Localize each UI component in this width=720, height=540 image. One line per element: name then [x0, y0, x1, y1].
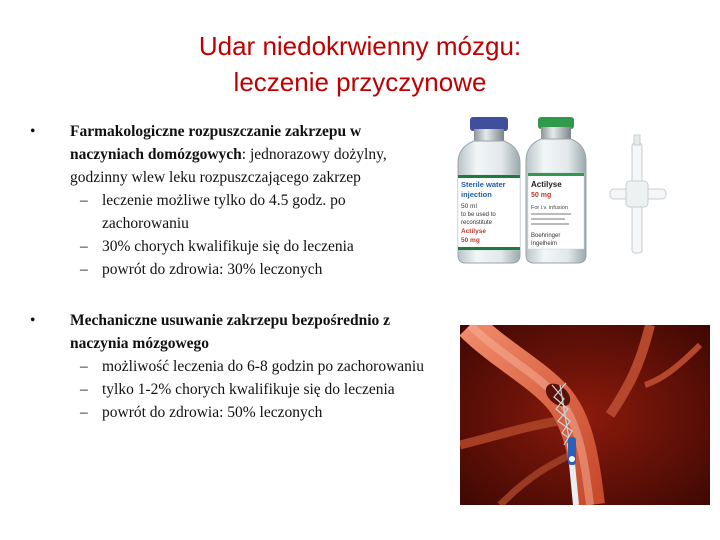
bullet-text: : jednorazowy dożylny, godzinny wlew leku rozpuszczającego zakrzep — [70, 146, 387, 186]
sub-item-text: powrót do zdrowia: 50% leczonych — [102, 404, 323, 421]
sub-item — [70, 401, 430, 424]
vial-label-text: For i.v. infusion — [531, 205, 568, 211]
bullet-heading: Mechaniczne usuwanie zakrzepu bezpośrednio z naczynia mózgowego — [70, 312, 391, 352]
dash: – — [80, 404, 88, 421]
vial-label-text: Ingelheim — [531, 241, 558, 247]
vial-label-text: Sterile water — [461, 180, 506, 189]
vial-label-text: to be used to — [461, 212, 496, 218]
bullet-item-thrombolysis — [30, 120, 430, 281]
dash: – — [80, 192, 88, 209]
vial-label-text: Actilyse — [461, 228, 486, 235]
sub-item — [70, 355, 430, 378]
actilyse-vial — [526, 117, 586, 263]
sub-item-text: powrót do zdrowia: 30% leczonych — [102, 261, 323, 278]
bullet-heading: Farmakologiczne rozpuszczanie zakrzepu w naczyniach domózgowych — [70, 123, 362, 163]
sub-item-text: tylko 1-2% chorych kwalifikuje się do leczenia — [102, 381, 395, 398]
vial-label-text: 50 ml — [461, 203, 477, 210]
bullet-dot: • — [30, 312, 36, 329]
title-line-2: leczenie przyczynowe — [233, 67, 487, 97]
slide-title — [0, 28, 720, 100]
bullet-lead — [70, 120, 430, 189]
dash: – — [80, 381, 88, 398]
vial-label-text: reconstitute — [461, 220, 493, 226]
transfer-device — [610, 135, 666, 253]
sub-item — [70, 258, 430, 281]
sub-item-text: 30% chorych kwalifikuje się do leczenia — [102, 238, 354, 255]
vial-label-text: injection — [461, 190, 492, 199]
dash: – — [80, 238, 88, 255]
vial-label-text: 50 mg — [531, 192, 552, 199]
sub-item-text: możliwość leczenia do 6-8 godzin po zachorowaniu — [102, 358, 424, 375]
bullet-item-thrombectomy — [30, 309, 430, 424]
bullet-dot: • — [30, 123, 36, 140]
sub-item — [70, 378, 430, 401]
sub-item-text: leczenie możliwe tylko do 4.5 godz. po zachorowaniu — [102, 192, 346, 232]
dash: – — [80, 261, 88, 278]
vial-label-text: 50 mg — [461, 237, 480, 244]
sub-item — [70, 189, 430, 235]
sub-item — [70, 235, 430, 258]
thrombectomy-image — [460, 325, 710, 505]
bullet-list — [30, 120, 430, 424]
sterile-water-vial — [458, 117, 520, 263]
bullet-lead — [70, 309, 430, 355]
vial-label-text: Boehringer — [531, 233, 561, 239]
vial-label-text: Actilyse — [531, 180, 562, 189]
drug-vials-image — [450, 115, 690, 265]
title-line-1: Udar niedokrwienny mózgu: — [198, 31, 522, 61]
dash: – — [80, 358, 88, 375]
